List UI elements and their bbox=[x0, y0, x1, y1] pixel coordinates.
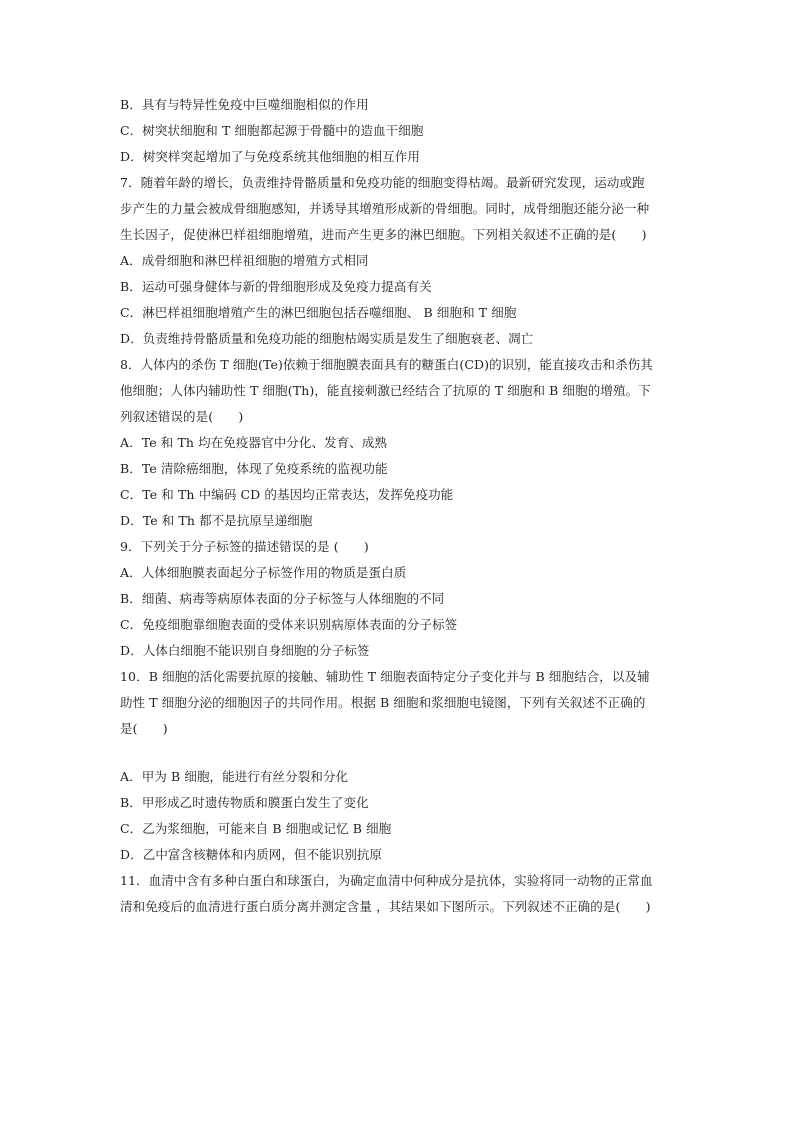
option-8a: A．Te 和 Th 均在免疫器官中分化、发育、成熟 bbox=[120, 435, 388, 450]
option-10b: B．甲形成乙时遗传物质和膜蛋白发生了变化 bbox=[120, 795, 369, 810]
option-10d: D．乙中富含核糖体和内质网，但不能识别抗原 bbox=[120, 847, 383, 862]
option-8b: B．Te 清除癌细胞，体现了免疫系统的监视功能 bbox=[120, 461, 388, 476]
option-10c: C．乙为浆细胞，可能来自 B 细胞或记忆 B 细胞 bbox=[120, 821, 392, 836]
question-10-line-1: 10．B 细胞的活化需要抗原的接触、辅助性 T 细胞表面特定分子变化并与 B 细胞结合，以及辅 bbox=[120, 669, 650, 684]
question-10-line-2: 助性 T 细胞分泌的细胞因子的共同作用。根据 B 细胞和浆细胞电镜图，下列有关叙述不正确的 bbox=[120, 695, 646, 710]
option-8c: C．Te 和 Th 中编码 CD 的基因均正常表达，发挥免疫功能 bbox=[120, 487, 454, 502]
option-7a: A．成骨细胞和淋巴样祖细胞的增殖方式相同 bbox=[120, 253, 369, 268]
question-7-line-2: 步产生的力量会被成骨细胞感知，并诱导其增殖形成新的骨细胞。同时，成骨细胞还能分泌一种 bbox=[120, 201, 650, 216]
question-9: 9．下列关于分子标签的描述错误的是 ( ) bbox=[120, 539, 369, 554]
question-7-line-3: 生长因子，促使淋巴样祖细胞增殖，进而产生更多的淋巴细胞。下列相关叙述不正确的是( ) bbox=[120, 227, 647, 242]
option-9c: C．免疫细胞靠细胞表面的受体来识别病原体表面的分子标签 bbox=[120, 617, 458, 632]
option-6c: C．树突状细胞和 T 细胞都起源于骨髓中的造血干细胞 bbox=[120, 123, 424, 138]
option-7d: D．负责维持骨骼质量和免疫功能的细胞枯竭实质是发生了细胞衰老、凋亡 bbox=[120, 331, 534, 346]
question-7-line-1: 7．随着年龄的增长，负责维持骨骼质量和免疫功能的细胞变得枯竭。最新研究发现，运动或跑 bbox=[120, 175, 645, 190]
option-10a: A．甲为 B 细胞，能进行有丝分裂和分化 bbox=[120, 769, 349, 784]
option-7b: B．运动可强身健体与新的骨细胞形成及免疫力提高有关 bbox=[120, 279, 432, 294]
option-9b: B．细菌、病毒等病原体表面的分子标签与人体细胞的不同 bbox=[120, 591, 445, 606]
option-8d: D．Te 和 Th 都不是抗原呈递细胞 bbox=[120, 513, 313, 528]
question-11-line-1: 11．血清中含有多种白蛋白和球蛋白，为确定血清中何种成分是抗体，实验将同一动物的正常血 bbox=[120, 873, 653, 888]
option-9a: A．人体细胞膜表面起分子标签作用的物质是蛋白质 bbox=[120, 565, 407, 580]
option-6d: D．树突样突起增加了与免疫系统其他细胞的相互作用 bbox=[120, 149, 420, 164]
option-6b: B．具有与特异性免疫中巨噬细胞相似的作用 bbox=[120, 97, 369, 112]
option-7c: C．淋巴样祖细胞增殖产生的淋巴细胞包括吞噬细胞、 B 细胞和 T 细胞 bbox=[120, 305, 517, 320]
option-9d: D．人体白细胞不能识别自身细胞的分子标签 bbox=[120, 643, 370, 658]
question-8-line-1: 8．人体内的杀伤 T 细胞(Te)依赖于细胞膜表面具有的糖蛋白(CD)的识别，能直接攻击和杀伤其 bbox=[120, 357, 653, 372]
question-10-line-3: 是( ) bbox=[120, 721, 168, 736]
question-11-line-2: 清和免疫后的血清进行蛋白质分离并测定含量 ，其结果如下图所示。下列叙述不正确的是( ) bbox=[120, 899, 651, 914]
question-8-line-2: 他细胞；人体内辅助性 T 细胞(Th)，能直接刺激已经结合了抗原的 T 细胞和 B 细胞的增殖。下 bbox=[120, 383, 651, 398]
question-8-line-3: 列叙述错误的是( ) bbox=[120, 409, 244, 424]
